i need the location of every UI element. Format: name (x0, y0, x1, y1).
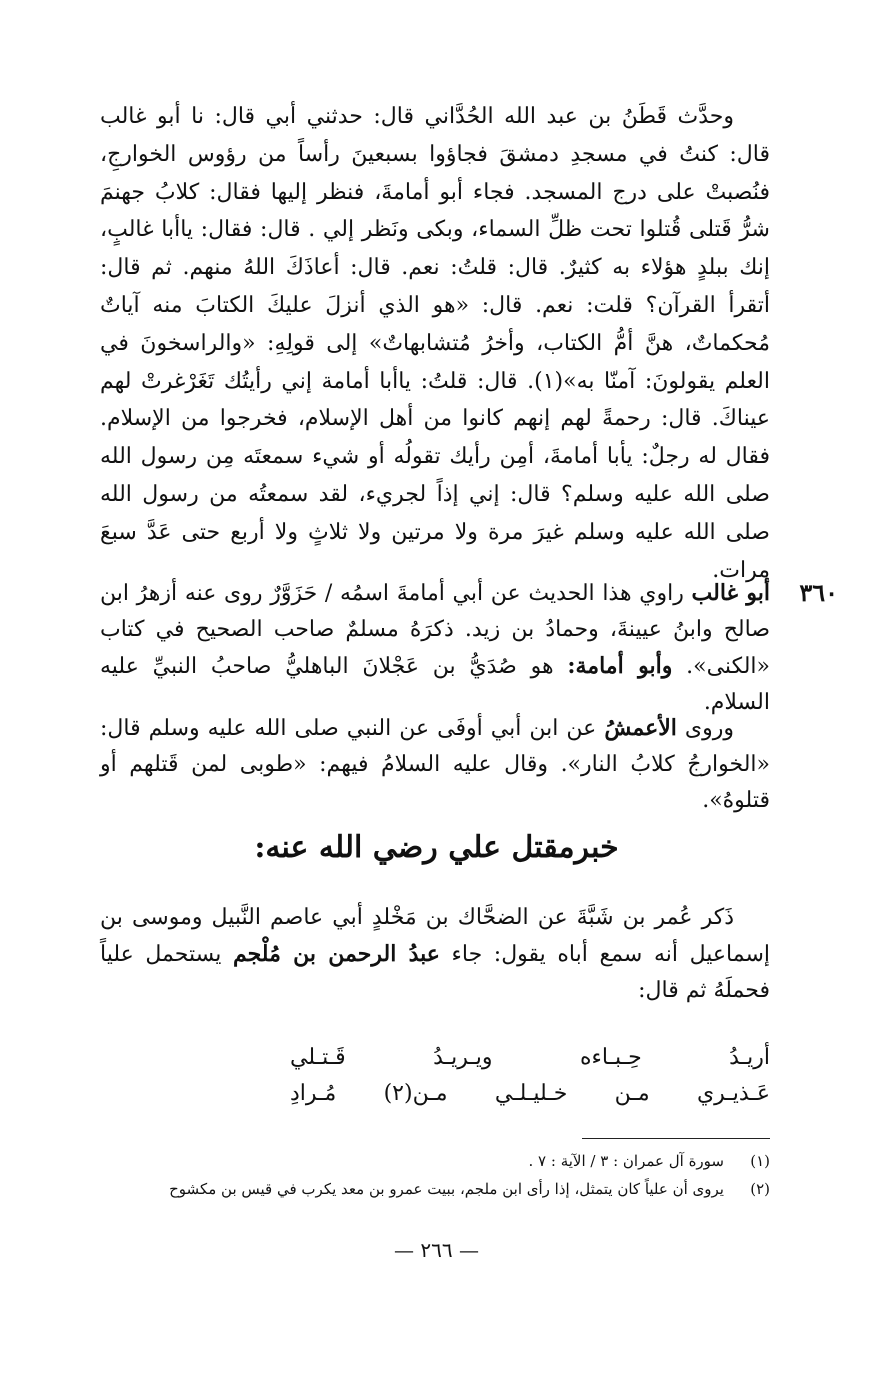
paragraph-text: راوي هذا الحديث عن أبي أمامةَ اسمُه / حَزَوَّرٌ روى عنه أزهرُ ابن صالح وابنُ عيينةَ، وحمادُ بن زيد. ذكرَهُ مسلمٌ صاحب الصحيح في كتاب «الكنى». (100, 581, 770, 679)
term-abu-ghalib: أبو غالب (691, 580, 770, 606)
paragraph-ibn-muljam (100, 900, 770, 1009)
poetry-verse (100, 1040, 770, 1112)
footnote-text: يروى أن علياً كان يتمثل، إذا رأى ابن ملجم، ببيت عمرو بن معد يكرب في قيس بن مكشوح (169, 1180, 724, 1198)
paragraph-text: وروى (676, 716, 734, 741)
verse-line-2: عَـذيـري مـن خـليـلـي مـن(٢) مُـرادِ (290, 1081, 770, 1106)
term-amash: الأعمشُ (604, 715, 677, 741)
page-number: — ٢٦٦ — (394, 1238, 479, 1262)
footnote-divider (582, 1138, 770, 1139)
footnote-number: (١) (750, 1152, 770, 1170)
footnote-number: (٢) (750, 1180, 770, 1198)
term-abu-umama: وأبو أمامة: (567, 653, 673, 679)
footnote-2 (100, 1175, 770, 1203)
term-ibn-muljam: عبدُ الرحمن بن مُلْجم (232, 941, 440, 967)
section-heading: خبرمقتل علي رضي الله عنه: (254, 830, 619, 865)
footnote-text: سورة آل عمران : ٣ / الآية : ٧ . (528, 1152, 724, 1170)
paragraph-hadith (100, 98, 770, 589)
paragraph-text: وحدَّث قَطَنُ بن عبد الله الحُدَّاني قال: حدثني أبي قال: نا أبو غالب قال: كنتُ في مسجدِ دمشقَ فجاؤوا بسبعينَ رأساً من رؤوس الخوارجِ، فنُصبتْ على درج المسجد. فجاء أبو أمامةَ، فنظر إليها فقال: كلابُ جهنمَ شرُّ قَتلى قُتلوا تحت ظلِّ السماء، وبكى ونَظر إلي . قال: فقال: ياأبا غالبٍ، إنك ببلدٍ هؤلاء به كثيرٌ. قال: قلتُ: نعم. قال: أعاذَكَ اللهُ منهم. ثم قال: أتقرأ القرآن؟ قلت: نعم. قال: «هو الذي أنزلَ عليكَ الكتابَ منه آياتٌ مُحكماتٌ، هنَّ أمُّ الكتاب، وأخرُ مُتشابهاتٌ» إلى قولِهِ: «والراسخونَ في العلم يقولونَ: آمنّا به»(١). قال: قلتُ: ياأبا أمامة إني رأيتُك تَغَرْغرتْ لهم عيناكَ. قال: رحمةً لهم إنهم كانوا من أهل الإسلام، فخرجوا من الإسلام. فقال له رجلٌ: يأبا أمامةَ، أمِن رأيك تقولُه أو شيء سمعتَه مِن رسول الله صلى الله عليه وسلم؟ قال: إني إذاً لجريء، لقد سمعتُه من رسول الله صلى الله عليه وسلم غيرَ مرة ولا مرتين ولا ثلاثٍ ولا أربع حتى عَدَّ سبعَ مرات. (100, 104, 770, 583)
paragraph-narrators (100, 575, 770, 721)
paragraph-text: يستحمل علياً فحملَهُ ثم قال: (100, 942, 770, 1003)
entry-number: ٣٦٠ (799, 578, 838, 607)
paragraph-text: هو صُدَيُّ بن عَجْلانَ الباهليُّ صاحبُ النبيِّ عليه السلام. (100, 654, 770, 715)
footnote-1 (100, 1147, 770, 1175)
verse-line-1: أريـدُ حِـبـاءه ويـريـدُ قَـتـلي (290, 1045, 770, 1070)
paragraph-text: عن ابن أبي أوفَى عن النبي صلى الله عليه وسلم قال: «الخوارجُ كلابُ النار». وقال عليه السلامُ فيهم: «طوبى لمن قَتلهم أو قتلوهُ». (100, 716, 770, 813)
paragraph-amash (100, 710, 770, 819)
paragraph-text: ذَكر عُمر بن شَبَّةَ عن الضحَّاك بن مَخْلدٍ أبي عاصم النَّبيل وموسى بن إسماعيل أنه سمع أباه يقول: جاء (100, 905, 770, 967)
